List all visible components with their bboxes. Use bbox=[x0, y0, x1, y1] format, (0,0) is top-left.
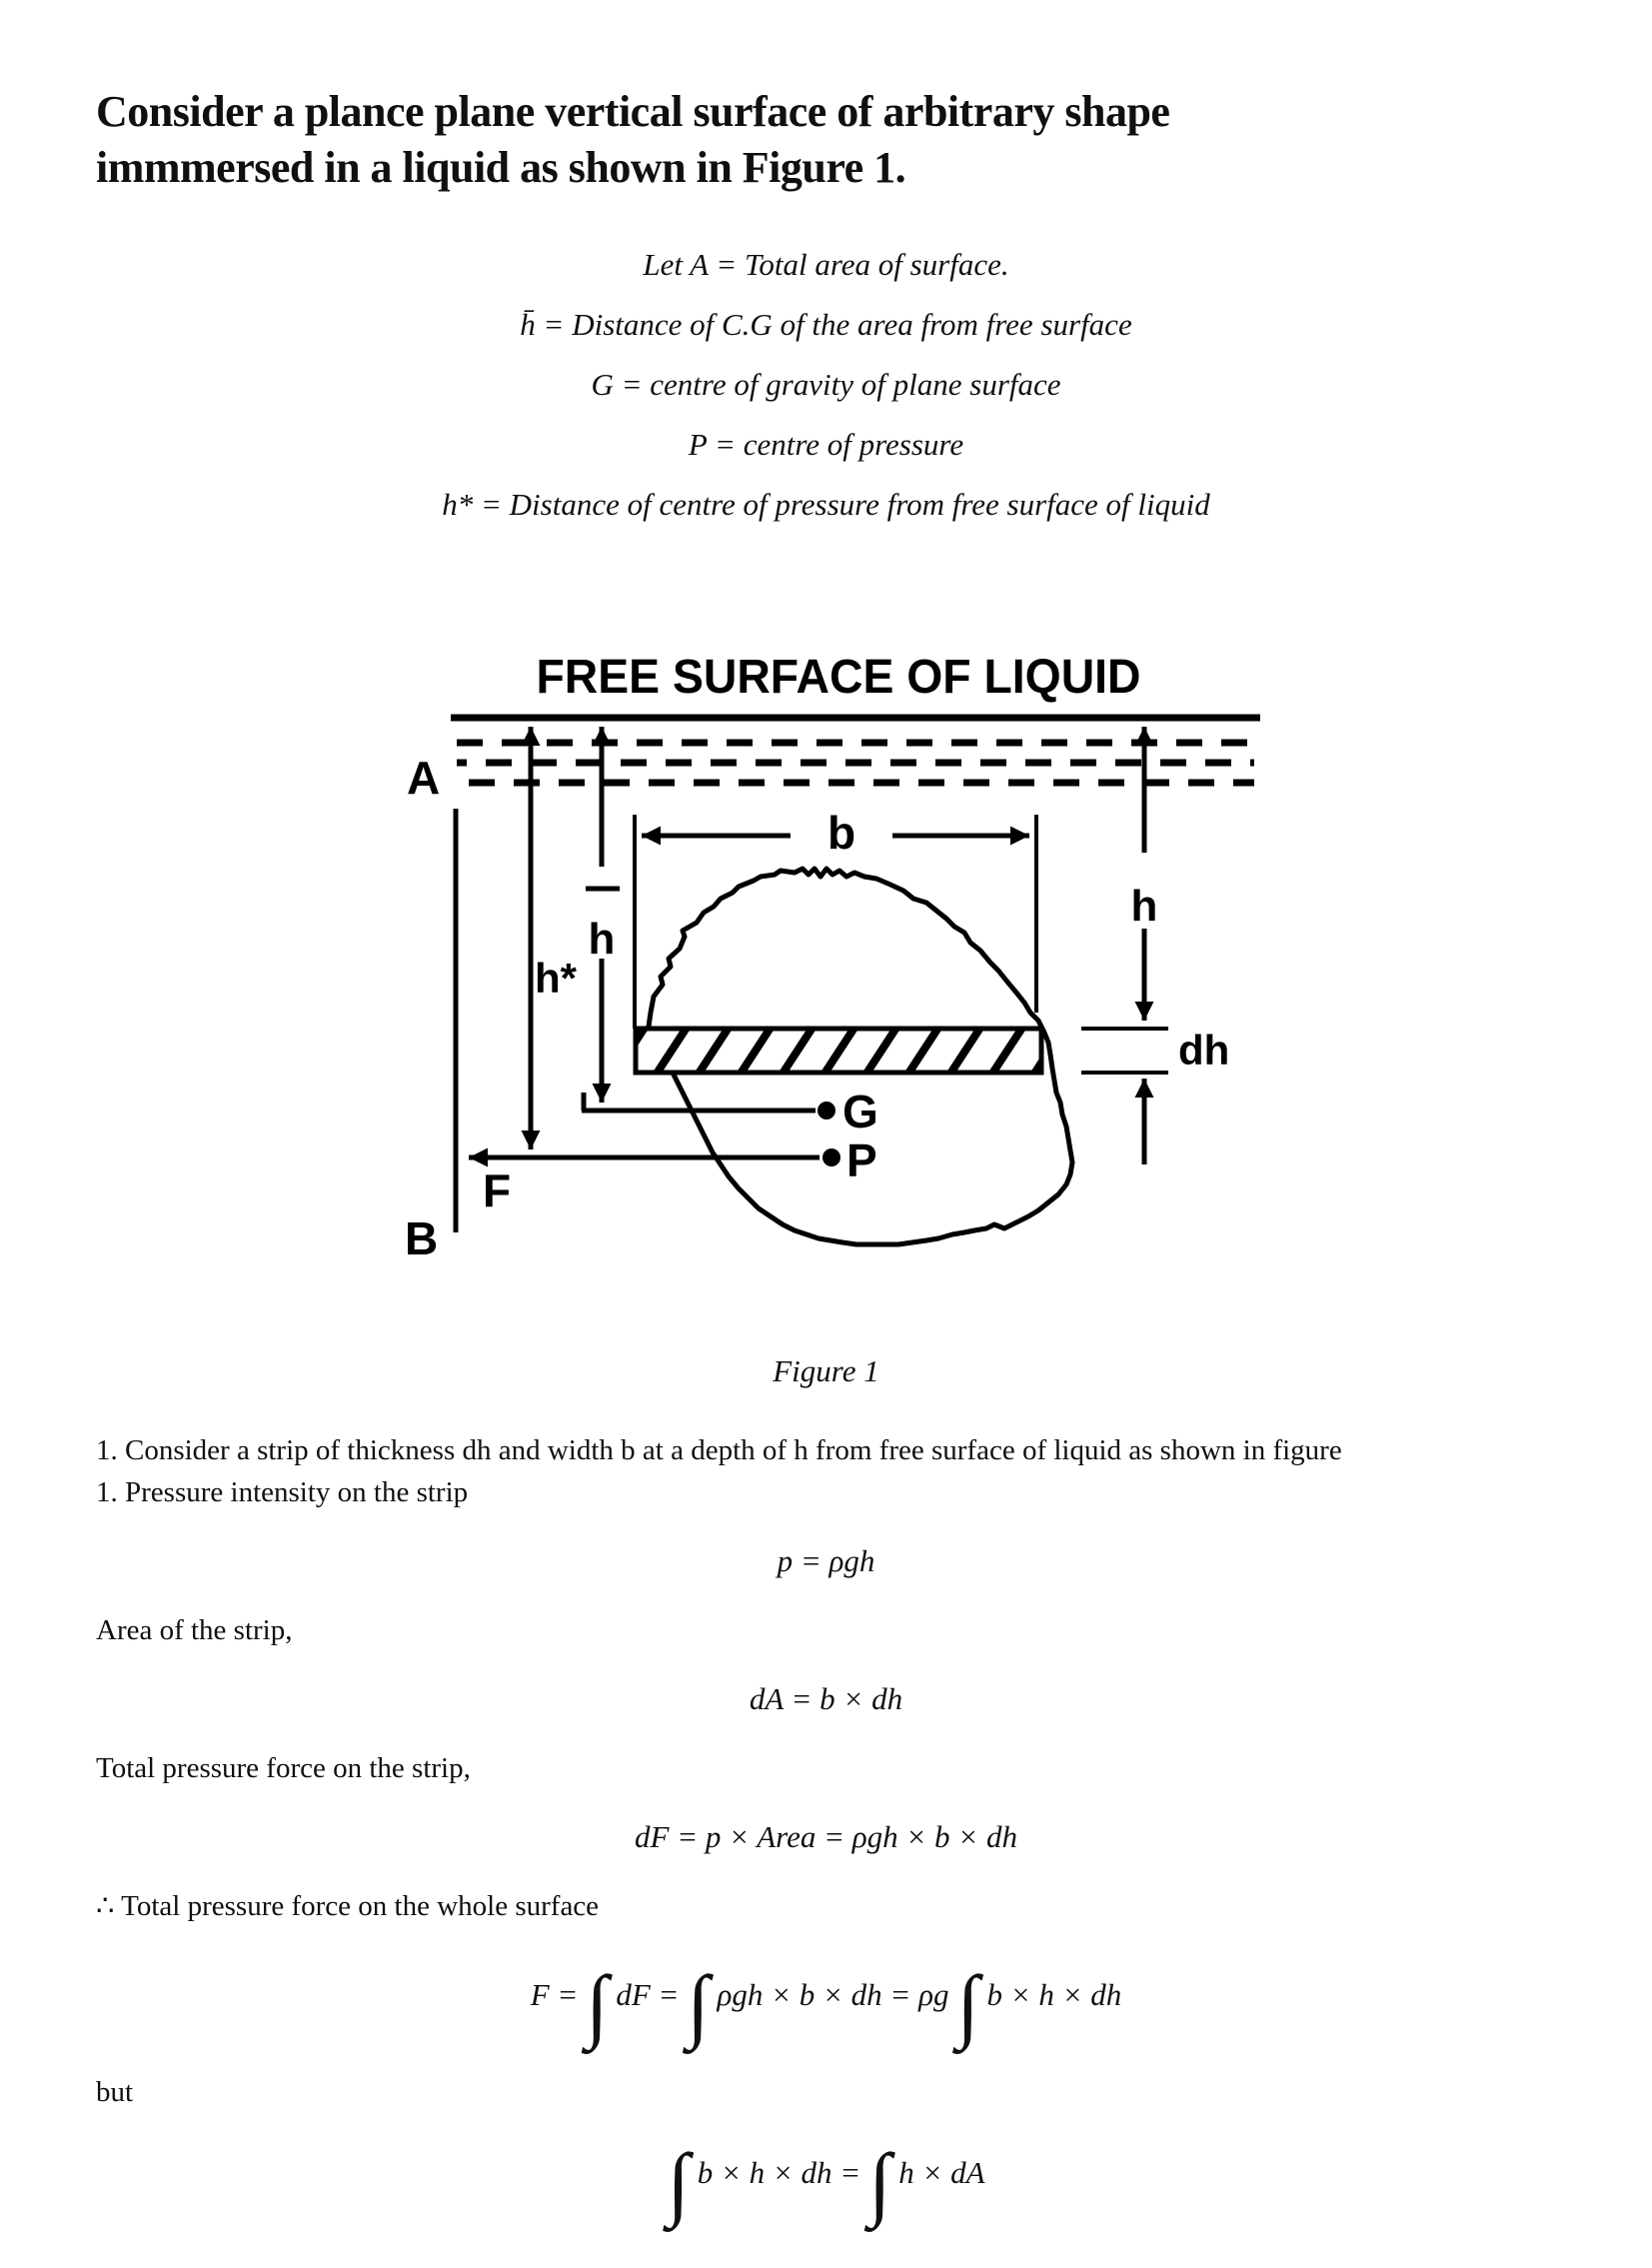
equation-moment-identity: ∫ b × h × dh = ∫ h × dA bbox=[667, 2136, 985, 2228]
figure-1 bbox=[0, 641, 1652, 1345]
equation-pressure-intensity: p = ρgh bbox=[777, 1542, 875, 1578]
p-label: P bbox=[845, 1134, 877, 1186]
figure-caption: Figure 1 bbox=[773, 1352, 879, 1388]
paragraph-strip bbox=[96, 1429, 1612, 1513]
equation-strip-area: dA = b × dh bbox=[749, 1680, 903, 1716]
label-area-of-strip: Area of the strip, bbox=[96, 1613, 293, 1646]
water-dashes bbox=[457, 743, 1254, 783]
paragraph-strip-line1: 1. Consider a strip of thickness dh and width b at a depth of h from free surface of liquid as shown in figure bbox=[96, 1433, 1342, 1466]
equation-strip-force: dF = p × Area = ρgh × b × dh bbox=[635, 1818, 1017, 1854]
label-force-whole-surface: ∴ Total pressure force on the whole surface bbox=[96, 1889, 600, 1922]
definition-centre-of-gravity: G = centre of gravity of plane surface bbox=[591, 366, 1061, 402]
equation-total-force: F = ∫ dF = ∫ ρgh × b × dh = ρg ∫ b × h × dh bbox=[530, 1958, 1122, 2050]
definition-h-bar: h̄ = Distance of C.G of the area from free surface bbox=[520, 306, 1132, 342]
page-title bbox=[96, 0, 1522, 197]
h-star-label: h* bbox=[534, 954, 577, 1002]
figure-1-diagram bbox=[399, 641, 1278, 1340]
definition-total-area: Let A = Total area of surface. bbox=[643, 246, 1009, 282]
label-but: but bbox=[96, 2075, 134, 2108]
h-bar-label: h bbox=[588, 914, 615, 964]
dh-label: dh bbox=[1177, 1026, 1229, 1074]
point-b-label: B bbox=[404, 1211, 438, 1264]
free-surface-label: FREE SURFACE OF LIQUID bbox=[536, 650, 1140, 704]
page-title-line1: Consider a plance plane vertical surface of arbitrary shape bbox=[96, 87, 1170, 136]
paragraph-strip-line2: 1. Pressure intensity on the strip bbox=[96, 1475, 469, 1508]
g-point bbox=[818, 1102, 835, 1120]
b-label: b bbox=[826, 806, 855, 859]
point-a-label: A bbox=[406, 751, 440, 804]
h-label: h bbox=[1130, 881, 1157, 931]
g-label: G bbox=[841, 1085, 878, 1137]
label-force-on-strip: Total pressure force on the strip, bbox=[96, 1751, 471, 1784]
p-point bbox=[823, 1148, 840, 1166]
definition-centre-of-pressure: P = centre of pressure bbox=[688, 426, 964, 462]
force-f-label: F bbox=[482, 1163, 511, 1216]
page-title-line2: immmersed in a liquid as shown in Figure 1. bbox=[96, 143, 906, 193]
definition-list bbox=[0, 245, 1652, 525]
definition-h-star: h* = Distance of centre of pressure from free surface of liquid bbox=[442, 486, 1210, 522]
